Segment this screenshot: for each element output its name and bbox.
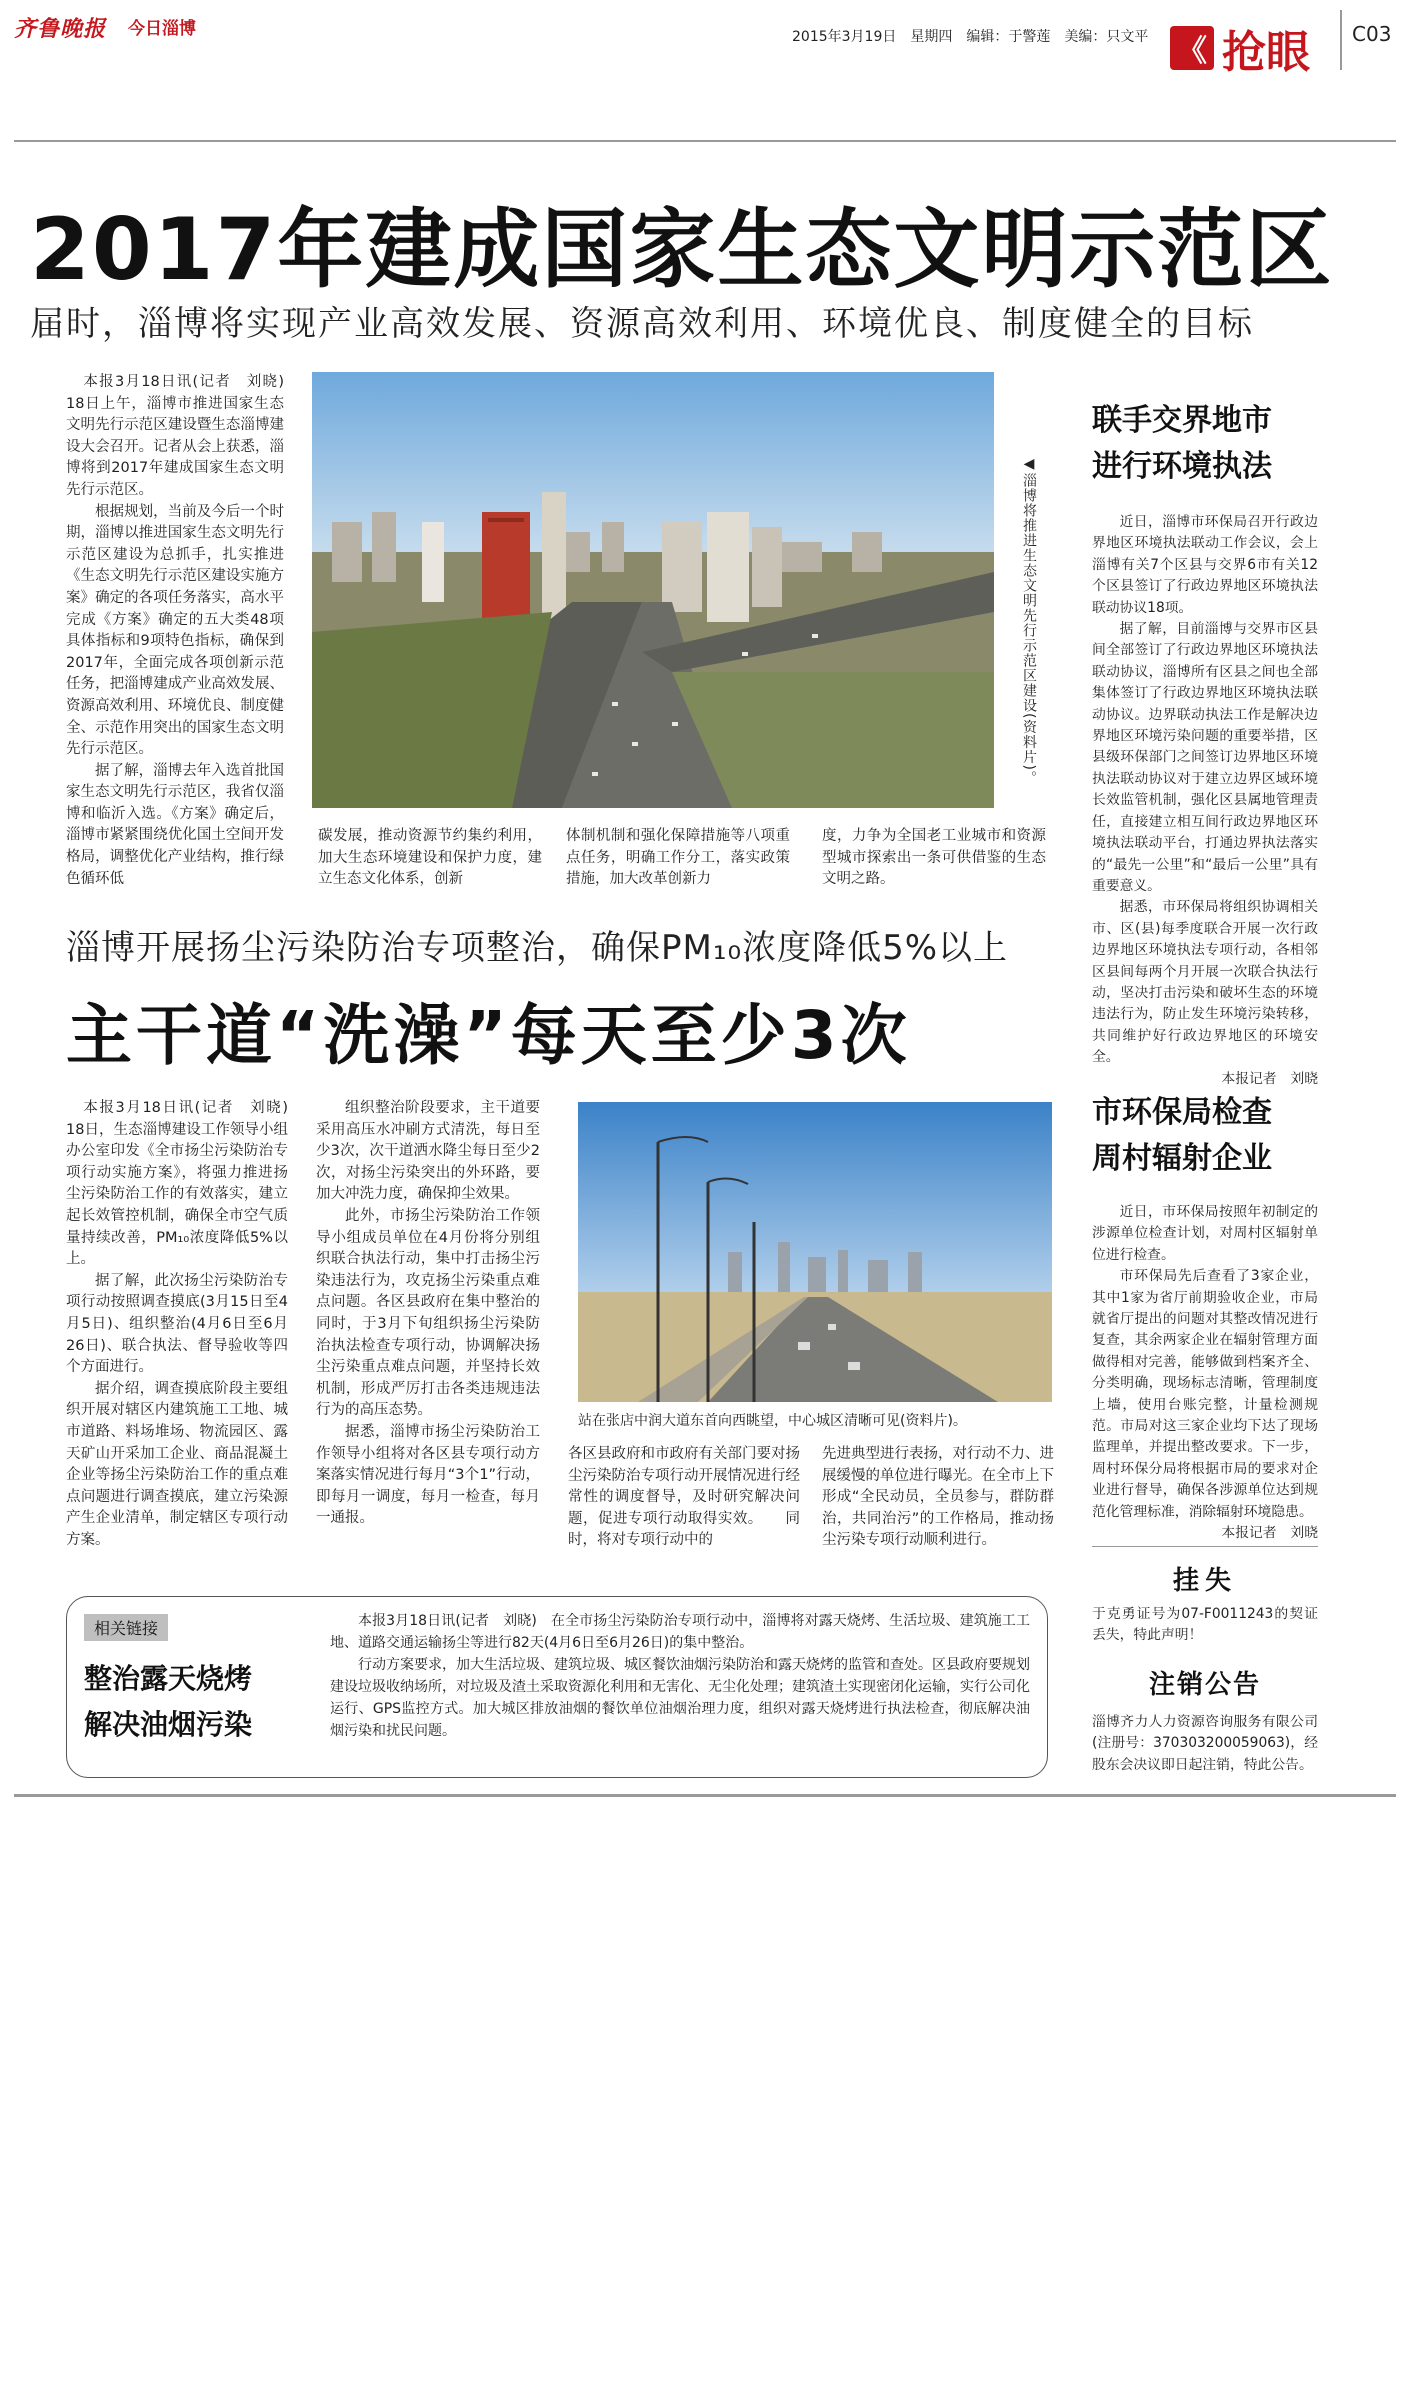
sidebar-paragraph: 据悉，市环保局将组织协调相关市、区(县)每季度联合开展一次行政边界地区环境执法专项行动，各相邻区县间每两个月开展一次联合执法行动，坚决打击污染和破坏生态的环境违法行为，防止发生环境污染转移，共同维护好行政边界地区的环境安全。 [1092,899,1318,1066]
sidebar-story1-title-line: 联手交界地市 [1092,403,1272,438]
cancel-notice-text: 淄博齐力人力资源咨询服务有限公司(注册号：370303200059063)，经股东会决议即日起注销，特此公告。 [1092,1714,1318,1773]
lead-headline: 2017年建成国家生态文明示范区 [30,200,1334,300]
lost-notice-text: 于克勇证号为07-F0011243的契证丢失，特此声明！ [1092,1606,1318,1644]
sidebar-story2-title-line: 周村辐射企业 [1092,1141,1272,1176]
sidebar-paragraph: 市环保局先后查看了3家企业，其中1家为省厅前期验收企业，市局就省厅提出的问题对其整改情况进行复查，其余两家企业在辐射管理方面做得相对完善，能够做到档案齐全、分类明确，现场标志清晰，管理制度上墙，使用台账完整，计量检测规范。市局对这三家企业均下达了现场监理单，并提出整改要求。下一步，周村环保分局将根据市局的要求对企业进行督导，确保各涉源单位达到规范化管理标准，消除辐射环境隐患。 [1092,1268,1318,1520]
story2-paragraph: 组织整治阶段要求，主干道要采用高压水冲刷方式清洗，每日至少3次，次干道洒水降尘每日至少2次，对扬尘污染突出的外环路，要加大冲洗力度，确保抑尘效果。 [316,1100,540,1203]
story2-paragraph: 据了解，此次扬尘污染防治专项行动按照调查摸底(3月15日至4月5日)、组织整治(4月6日至6月26日)、联合执法、督导验收等四个方面进行。 [66,1272,288,1376]
story2-paragraph: 据介绍，调查摸底阶段主要组织开展对辖区内建筑施工工地、城市道路、料场堆场、物流园区、露天矿山开采加工企业、商品混凝土企业等扬尘污染防治工作的重点难点问题进行调查摸底，建立污染源产生企业清单，制定辖区专项行动方案。 [66,1380,288,1548]
story2-column-1 [66,1098,303,1580]
sidebar-paragraph: 据了解，目前淄博与交界市区县间全部签订了行政边界地区环境执法联动协议，淄博所有区县之间也全部集体签订了行政边界地区环境执法联动协议。边界联动执法工作是解决边界地区环境污染问题的重要举措，区县级环保部门之间签订边界地区环境执法联动协议对于建立边界区域环境长效监管机制，强化区县属地管理责任，直接建立相互间行政边界地区环境执法联动平台，打通边界执法落实的“最先一公里”和“最后一公里”具有重要意义。 [1092,621,1318,894]
sidebar-byline: 本报记者 刘晓 [1221,1070,1318,1087]
notice-divider [1092,1546,1318,1547]
related-paragraph: 本报3月18日讯(记者 刘晓) 在全市扬尘污染防治专项行动中，淄博将对露天烧烤、生活垃圾、建筑施工工地、道路交通运输扬尘等进行82天(4月6日至6月26日)的集中整治。 [330,1613,1030,1651]
lead-paragraph: 本报3月18日讯(记者 刘晓) 18日上午，淄博市推进国家生态文明先行示范区建设暨生态淄博建设大会召开。记者从会上获悉，淄博将到2017年建成国家生态文明先行示范区。 [66,374,299,498]
chevron-left-icon: 《 [1170,26,1214,70]
date-line: 2015年3月19日 星期四 编辑：于警莲 美编：只文平 [792,29,1149,45]
sidebar-paragraph: 近日，市环保局按照年初制定的涉源单位检查计划，对周村区辐射单位进行检查。 [1092,1204,1318,1263]
lead-column-2: 碳发展，推动资源节约集约利用，加大生态环境建设和保护力度，建立生态文化体系，创新 [318,828,542,888]
related-title [84,1656,252,1748]
section-badge [1170,16,1310,80]
lead-paragraph: 据了解，淄博去年入选首批国家生态文明先行示范区，我省仅淄博和临沂入选。《方案》确定后，淄博市紧紧围绕优化国土空间开发格局，调整优化产业结构，推行绿色循环低 [66,762,284,887]
story2-paragraph: 据悉，淄博市扬尘污染防治工作领导小组将对各区县专项行动方案落实情况进行每月“3个1”行动，即每月一调度，每月一检查，每月一通报。 [316,1423,540,1527]
story2-headline: 主干道“洗澡”每天至少3次 [66,997,911,1074]
sidebar-paragraph: 近日，淄博市环保局召开行政边界地区环境执法联动工作会议，会上淄博有关7个区县与交界6市有关12个区县签订了行政边界地区环境执法联动协议18项。 [1092,514,1318,616]
road-photo [578,1102,1052,1402]
lost-notice-title: 挂失 [1172,1566,1237,1596]
page-number: C03 [1352,22,1392,46]
lead-deck: 届时，淄博将实现产业高效发展、资源高效利用、环境优良、制度健全的目标 [30,304,1254,344]
sidebar-story1-title [1092,398,1272,490]
lead-column-3: 体制机制和强化保障措施等八项重点任务，明确工作分工，落实政策措施，加大改革创新力 [566,828,790,888]
sidebar-story2-title [1092,1090,1272,1182]
sidebar-story2-body [1092,1202,1318,1550]
related-title-line: 整治露天烧烤 [84,1662,253,1695]
section-name: 抢眼 [1222,27,1310,78]
story2-paragraph: 此外，市扬尘污染防治工作领导小组成员单位在4月份将分别组织联合执法行动，集中打击扬尘污染违法行为，攻克扬尘污染重点难点问题。各区县政府在集中整治的同时，于3月下旬组织扬尘污染防治执法检查专项行动，协调解决扬尘污染重点难点问题，并坚持长效机制，形成严厉打击各类违规违法行为的高压态势。 [316,1207,540,1419]
bottom-rule [14,1794,1396,1797]
sidebar-story1-title-line: 进行环境执法 [1092,449,1272,484]
cancel-notice-title: 注销公告 [1148,1670,1261,1700]
sidebar-story2-title-line: 市环保局检查 [1092,1095,1272,1130]
related-title-line: 解决油烟污染 [84,1708,253,1741]
story2-column-3: 各区县政府和市政府有关部门要对扬尘污染防治专项行动开展情况进行经常性的调度督导，及时研究解决问题，促进专项行动取得实效。 同时，将对专项行动中的 [568,1446,800,1549]
sidebar-story1-body [1092,512,1318,1087]
road-image [578,1102,1052,1402]
road-photo-caption: 站在张店中润大道东首向西眺望，中心城区清晰可见(资料片)。 [578,1413,967,1429]
related-label: 相关链接 [84,1614,168,1641]
top-rule [14,140,1396,142]
story2-column-4: 先进典型进行表扬，对行动不力、进展缓慢的单位进行曝光。在全市上下形成“全民动员，全员参与，群防群治，共同治污”的工作格局，推动扬尘污染专项行动顺利进行。 [822,1446,1054,1549]
masthead-divider [1340,10,1342,70]
related-paragraph: 行动方案要求，加大生活垃圾、建筑垃圾、城区餐饮油烟污染防治和露天烧烤的监管和查处。区县政府要规划建设垃圾收纳场所，对垃圾及渣土采取资源化利用和无害化、无尘化处理；建筑渣土实现密闭化运输，实行公司化运行、GPS监控方式。加大城区排放油烟的餐饮单位油烟治理力度，组织对露天烧烤进行执法检查，彻底解决油烟污染和扰民问题。 [330,1657,1030,1739]
lead-photo-caption: ◀淄博将推进生态文明先行示范区建设(资料片)。 [1021,456,1037,786]
related-body [330,1610,1030,1770]
sidebar-byline: 本报记者 刘晓 [1221,1525,1318,1542]
lead-column-1 [66,372,299,890]
story2-paragraph: 本报3月18日讯(记者 刘晓) 18日，生态淄博建设工作领导小组办公室印发《全市扬尘污染防治专项行动实施方案》，将强力推进扬尘污染防治工作的有效落实，建立起长效管控机制，确保全市空气质量持续改善，PM₁₀浓度降低5%以上。 [66,1100,303,1268]
city-aerial-image [312,372,994,808]
city-aerial-photo [312,372,994,808]
lead-column-4: 度，力争为全国老工业城市和资源型城市探索出一条可供借鉴的生态文明之路。 [822,828,1046,888]
lead-paragraph: 根据规划，当前及今后一个时期，淄博以推进国家生态文明先行示范区建设为总抓手，扎实推进《生态文明先行示范区建设实施方案》确定的各项任务落实，高水平完成《方案》确定的五大类48项具体指标和9项特色指标，确保到2017年，全面完成各项创新示范任务，把淄博建成产业高效发展、资源高效利用、环境优良、制度健全、示范作用突出的国家生态文明先行示范区。 [66,503,284,758]
edition-name: 今日淄博 [128,19,196,39]
story2-column-2 [316,1098,540,1580]
paper-name: 齐鲁晚报 [14,16,107,42]
story2-sub-deck: 淄博开展扬尘污染防治专项整治，确保PM₁₀浓度降低5%以上 [66,928,1009,968]
